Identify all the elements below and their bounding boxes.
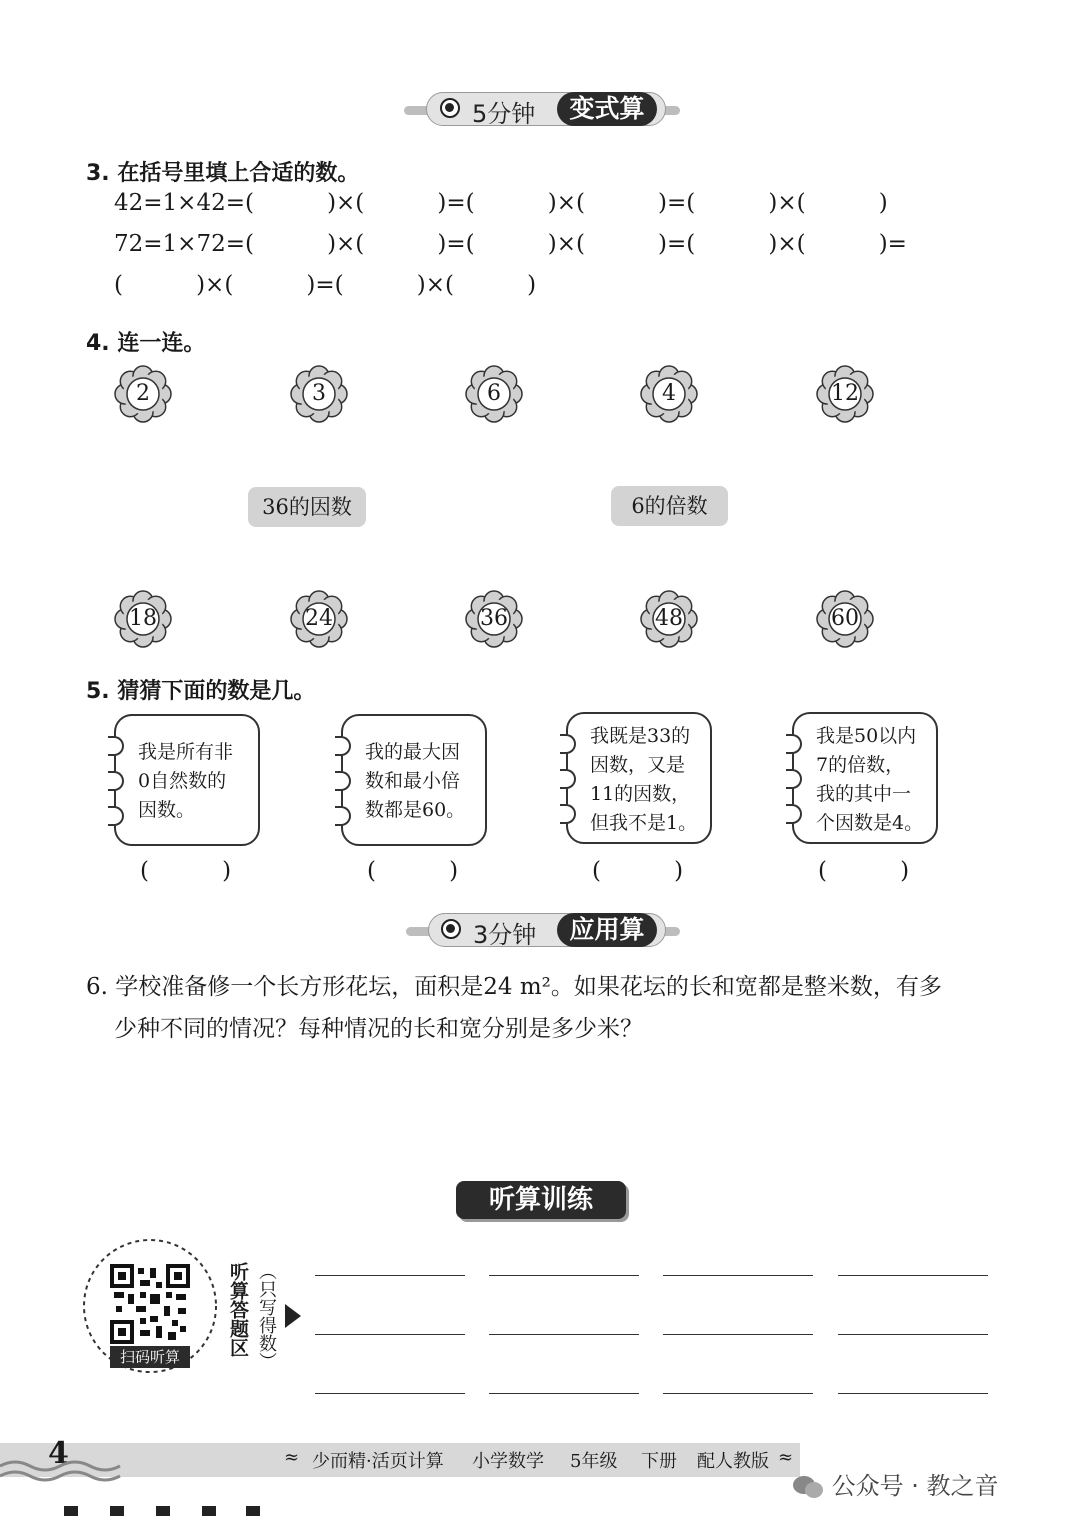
- answer-line[interactable]: [838, 1334, 988, 1335]
- q3-equation-42: 42=1×42=( )×( )=( )×( )=( )×( ): [114, 190, 888, 216]
- number-label: 3: [312, 381, 326, 406]
- riddle-line: 7的倍数，: [816, 754, 905, 776]
- footer-edition: 配人教版: [697, 1451, 769, 1472]
- bottom-number-flower-4[interactable]: [816, 590, 874, 648]
- question-3-title: 3. 在括号里填上合适的数。: [86, 161, 360, 186]
- banner-tag: 变式算: [557, 92, 657, 126]
- watermark-text: 公众号 · 教之音: [831, 1472, 999, 1500]
- clock-icon: [441, 919, 461, 939]
- q3-equation-72: 72=1×72=( )×( )=( )×( )=( )×( )=: [114, 231, 907, 257]
- banner-time: 3分钟: [473, 921, 537, 949]
- section-banner-variant: [0, 90, 1080, 130]
- answer-line[interactable]: [489, 1275, 639, 1276]
- answer-line[interactable]: [663, 1393, 813, 1394]
- footer-squares: [64, 1506, 264, 1518]
- number-label: 12: [831, 381, 859, 406]
- wave-decoration: [0, 1448, 130, 1488]
- riddle-line: 数都是60。: [365, 799, 466, 821]
- bottom-number-flower-2[interactable]: [465, 590, 523, 648]
- riddle-line: 因数，又是: [590, 754, 686, 776]
- answer-line[interactable]: [838, 1275, 988, 1276]
- arrow-right-icon: [285, 1304, 303, 1328]
- section-banner-application: [0, 911, 1080, 951]
- question-6-line-1: 6. 学校准备修一个长方形花坛，面积是24 m²。如果花坛的长和宽都是整米数，有多: [86, 974, 942, 1000]
- qr-block[interactable]: [80, 1234, 220, 1384]
- riddle-line: 但我不是1。: [590, 812, 698, 834]
- answer-line[interactable]: [489, 1393, 639, 1394]
- answer-line[interactable]: [315, 1334, 465, 1335]
- riddle-line: 我的其中一: [816, 783, 912, 805]
- number-label: 6: [487, 381, 501, 406]
- question-6-line-2: 少种不同的情况？每种情况的长和宽分别是多少米？: [114, 1016, 643, 1042]
- number-label: 4: [662, 381, 676, 406]
- top-number-flower-2[interactable]: [465, 365, 523, 423]
- bottom-number-flower-3[interactable]: [640, 590, 698, 648]
- riddle-line: 11的因数，: [590, 783, 691, 805]
- set-factors-of-36: 36的因数: [248, 487, 366, 527]
- answer-line[interactable]: [838, 1393, 988, 1394]
- top-number-flower-4[interactable]: [816, 365, 874, 423]
- answer-blank-2[interactable]: ( ): [367, 858, 459, 884]
- answer-line[interactable]: [663, 1275, 813, 1276]
- number-label: 18: [129, 606, 157, 631]
- answer-line[interactable]: [663, 1334, 813, 1335]
- riddle-line: 因数。: [138, 799, 196, 821]
- riddle-line: 我是所有非: [138, 741, 234, 763]
- riddle-card-3: [566, 712, 712, 844]
- answer-blank-1[interactable]: ( ): [140, 858, 232, 884]
- clock-icon: [440, 98, 460, 118]
- number-label: 2: [136, 381, 150, 406]
- top-number-flower-3[interactable]: [640, 365, 698, 423]
- wave-icon: ≈: [778, 1447, 794, 1468]
- qr-label: 扫码听算: [110, 1346, 190, 1368]
- question-4-title: 4. 连一连。: [86, 331, 206, 356]
- answer-area-label: 听算答题区: [227, 1262, 249, 1357]
- number-label: 36: [480, 606, 508, 631]
- answer-area-note: （只写得数）: [256, 1262, 277, 1370]
- answer-blank-4[interactable]: ( ): [818, 858, 910, 884]
- riddle-line: 我既是33的: [590, 725, 691, 747]
- answer-line[interactable]: [489, 1334, 639, 1335]
- riddle-card-4: [792, 712, 938, 844]
- wave-icon: ≈: [284, 1447, 300, 1468]
- footer-subject: 小学数学: [472, 1451, 544, 1472]
- riddle-line: 数和最小倍: [365, 770, 461, 792]
- top-number-flower-1[interactable]: [290, 365, 348, 423]
- watermark: [792, 1466, 999, 1501]
- answer-line[interactable]: [315, 1275, 465, 1276]
- answer-blank-3[interactable]: ( ): [592, 858, 684, 884]
- page-number: 4: [48, 1436, 69, 1471]
- banner-time: 5分钟: [472, 100, 536, 128]
- question-5-title: 5. 猜猜下面的数是几。: [86, 679, 316, 704]
- riddle-card-2: [341, 714, 487, 846]
- set-multiples-of-6: 6的倍数: [611, 486, 728, 526]
- listening-title: 听算训练: [456, 1181, 626, 1219]
- riddle-line: 个因数是4。: [816, 812, 924, 834]
- footer-book: 少而精·活页计算: [312, 1451, 444, 1472]
- banner-tag: 应用算: [557, 913, 657, 947]
- bottom-number-flower-1[interactable]: [290, 590, 348, 648]
- footer-volume: 下册: [641, 1451, 677, 1472]
- q3-equation-72-cont: ( )×( )=( )×( ): [114, 272, 537, 298]
- number-label: 60: [831, 606, 859, 631]
- riddle-line: 0自然数的: [138, 770, 227, 792]
- footer-grade: 5年级: [570, 1451, 618, 1472]
- riddle-line: 我的最大因: [365, 741, 461, 763]
- bottom-number-flower-0[interactable]: [114, 590, 172, 648]
- riddle-line: 我是50以内: [816, 725, 917, 747]
- riddle-card-1: [114, 714, 260, 846]
- top-number-flower-0[interactable]: [114, 365, 172, 423]
- qr-code-icon: [110, 1264, 190, 1344]
- answer-line[interactable]: [315, 1393, 465, 1394]
- number-label: 48: [655, 606, 683, 631]
- wechat-icon: [792, 1474, 824, 1500]
- number-label: 24: [305, 606, 333, 631]
